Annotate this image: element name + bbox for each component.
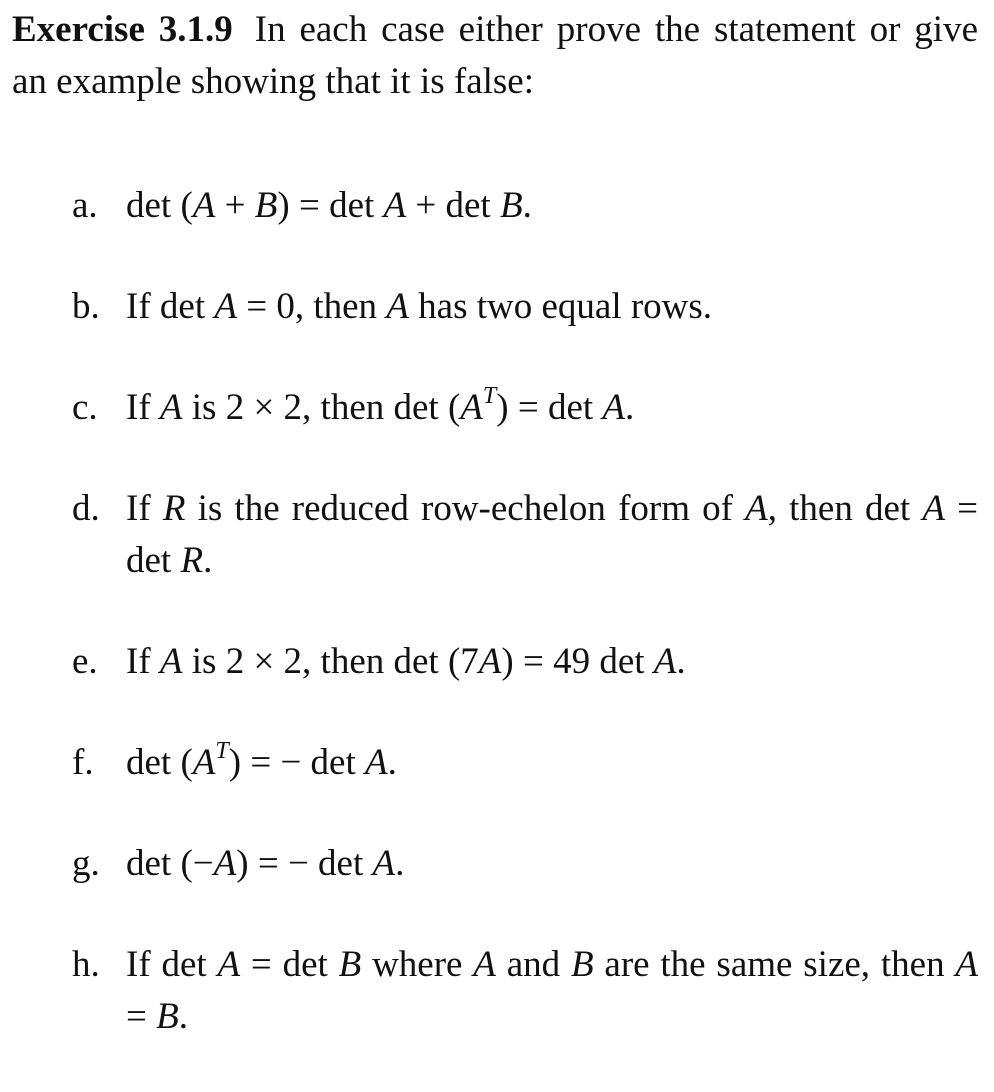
math-variable: A bbox=[745, 488, 768, 529]
math-variable: A bbox=[383, 185, 407, 226]
item-marker: b. bbox=[72, 286, 100, 327]
statement-fragment: = bbox=[126, 996, 157, 1037]
math-superscript: T bbox=[215, 738, 229, 764]
item-marker: f. bbox=[72, 742, 94, 783]
statement-fragment: ) = − det bbox=[236, 843, 373, 884]
math-variable: R bbox=[162, 488, 186, 529]
statement-fragment: . bbox=[395, 843, 405, 884]
statement-fragment: = 0, then bbox=[236, 286, 387, 327]
math-superscript: T bbox=[482, 383, 497, 409]
statement-fragment: ) = 49 det bbox=[501, 641, 654, 682]
statement-text bbox=[126, 383, 635, 428]
statement-fragment: = det bbox=[126, 488, 979, 581]
statement-fragment: . bbox=[625, 387, 635, 428]
statement-fragment: . bbox=[387, 742, 397, 783]
statement-item bbox=[72, 180, 978, 232]
statement-fragment: If bbox=[126, 488, 163, 529]
math-variable: R bbox=[180, 540, 204, 581]
math-variable: A bbox=[365, 742, 388, 783]
statement-item bbox=[72, 382, 978, 434]
math-variable: A bbox=[478, 641, 502, 682]
statement-item bbox=[72, 636, 978, 688]
math-variable: A bbox=[192, 742, 216, 783]
statement-fragment: where bbox=[361, 944, 474, 985]
exercise-instructions: In each case either prove the statement or give an example showing that it is false: bbox=[12, 9, 978, 102]
statement-fragment: ) = − det bbox=[228, 742, 366, 783]
statement-fragment: If det bbox=[126, 944, 218, 985]
statement-fragment: are the same size, then bbox=[593, 944, 956, 985]
statement-fragment: and bbox=[495, 944, 571, 985]
math-variable: A bbox=[217, 944, 241, 985]
statement-item bbox=[72, 483, 978, 587]
math-variable: A bbox=[214, 286, 237, 327]
item-marker: d. bbox=[72, 488, 100, 529]
statement-fragment: det ( bbox=[126, 742, 193, 783]
statement-text bbox=[126, 185, 532, 226]
statement-fragment: + bbox=[215, 185, 255, 226]
statement-fragment: . bbox=[178, 996, 188, 1037]
math-variable: A bbox=[460, 387, 483, 428]
math-variable: A bbox=[213, 843, 237, 884]
math-variable: A bbox=[922, 488, 945, 529]
math-variable: A bbox=[653, 641, 677, 682]
statement-fragment: , then det bbox=[767, 488, 923, 529]
statement-text bbox=[126, 738, 397, 783]
statement-text bbox=[126, 488, 978, 581]
statement-text bbox=[126, 843, 404, 884]
item-marker: c. bbox=[72, 387, 98, 428]
statement-item bbox=[72, 737, 978, 789]
exercise-intro bbox=[12, 4, 978, 108]
statement-fragment: . bbox=[522, 185, 532, 226]
exercise-label: Exercise 3.1.9 bbox=[12, 9, 233, 50]
statement-fragment: det ( bbox=[126, 185, 193, 226]
statement-fragment: . bbox=[676, 641, 686, 682]
statement-fragment: det (− bbox=[126, 843, 214, 884]
statement-text bbox=[126, 944, 978, 1037]
statement-fragment: is the reduced row-echelon form of bbox=[185, 488, 746, 529]
statement-item bbox=[72, 939, 978, 1043]
statement-fragment: = det bbox=[240, 944, 339, 985]
item-marker: a. bbox=[72, 185, 98, 226]
math-variable: B bbox=[570, 944, 594, 985]
statement-text bbox=[126, 286, 712, 327]
math-variable: A bbox=[473, 944, 496, 985]
item-marker: g. bbox=[72, 843, 100, 884]
statement-fragment: If bbox=[126, 641, 160, 682]
statement-fragment: + det bbox=[406, 185, 500, 226]
statement-list bbox=[72, 180, 978, 1092]
statement-fragment: If bbox=[126, 387, 160, 428]
statement-fragment: ) = det bbox=[496, 387, 603, 428]
math-variable: A bbox=[192, 185, 216, 226]
statement-text bbox=[126, 641, 686, 682]
math-variable: A bbox=[386, 286, 409, 327]
math-variable: A bbox=[372, 843, 396, 884]
math-variable: A bbox=[159, 387, 183, 428]
statement-item bbox=[72, 838, 978, 890]
statement-fragment: . bbox=[203, 540, 213, 581]
math-variable: A bbox=[159, 641, 183, 682]
statement-fragment: is 2 × 2, then det ( bbox=[182, 387, 461, 428]
math-variable: B bbox=[499, 185, 523, 226]
statement-item bbox=[72, 281, 978, 333]
math-variable: A bbox=[602, 387, 626, 428]
statement-fragment: has two equal rows. bbox=[408, 286, 713, 327]
statement-fragment: If det bbox=[126, 286, 215, 327]
math-variable: B bbox=[338, 944, 362, 985]
statement-fragment: ) = det bbox=[277, 185, 384, 226]
math-variable: B bbox=[156, 996, 179, 1037]
statement-fragment: is 2 × 2, then det (7 bbox=[182, 641, 479, 682]
math-variable: B bbox=[254, 185, 278, 226]
item-marker: e. bbox=[72, 641, 98, 682]
math-variable: A bbox=[955, 944, 978, 985]
item-marker: h. bbox=[72, 944, 100, 985]
